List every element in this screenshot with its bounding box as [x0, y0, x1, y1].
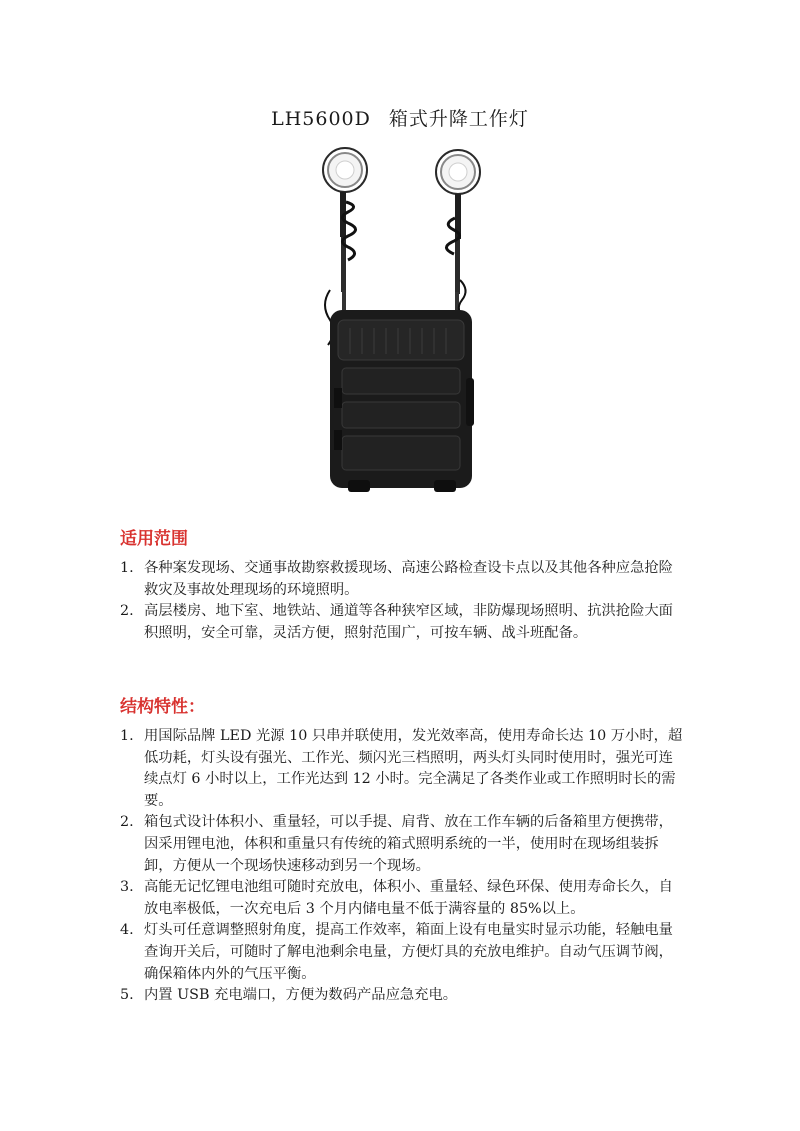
list-item	[120, 558, 685, 601]
item-number: 4.	[120, 922, 134, 939]
work-light-case-illustration	[290, 140, 510, 500]
list-item	[120, 920, 685, 985]
section-heading-application: 适用范围	[120, 529, 188, 549]
item-text: 灯头可任意调整照射角度，提高工作效率，箱面上设有电量实时显示功能，轻触电量查询开关后，可随时了解电池剩余电量，方便灯具的充放电维护。自动气压调节阀，确保箱体内外的气压平衡。	[144, 922, 673, 982]
item-number: 3.	[120, 879, 134, 896]
product-image	[290, 140, 510, 500]
item-number: 5.	[120, 987, 134, 1004]
model-number: LH5600D	[271, 108, 371, 130]
item-text: 各种案发现场、交通事故勘察救援现场、高速公路检查设卡点以及其他各种应急抢险救灾及事故处理现场的环境照明。	[144, 560, 673, 598]
list-item	[120, 985, 685, 1007]
list-item	[120, 877, 685, 920]
item-text: 内置 USB 充电端口，方便为数码产品应急充电。	[144, 987, 458, 1004]
product-name: 箱式升降工作灯	[388, 108, 529, 130]
list-item	[120, 812, 685, 877]
page-title	[0, 104, 800, 131]
item-number: 2.	[120, 603, 134, 620]
item-number: 1.	[120, 728, 134, 744]
item-text: 箱包式设计体积小、重量轻，可以手提、肩背、放在工作车辆的后备箱里方便携带，因采用锂电池，体积和重量只有传统的箱式照明系统的一半，使用时在现场组装拆卸，方便从一个现场快速移动到另一个现场。	[144, 814, 673, 874]
list-item	[120, 601, 685, 644]
item-number: 2.	[120, 814, 134, 831]
item-text: 高能无记忆锂电池组可随时充放电，体积小、重量轻、绿色环保、使用寿命长久，自放电率极低，一次充电后 3 个月内储电量不低于满容量的 85%以上。	[144, 879, 673, 917]
list-item	[120, 726, 685, 812]
item-number: 1.	[120, 560, 134, 576]
section-heading-structure: 结构特性：	[120, 697, 205, 717]
structure-list	[120, 726, 685, 1007]
item-text: 高层楼房、地下室、地铁站、通道等各种狭窄区域，非防爆现场照明、抗洪抢险大面积照明，安全可靠，灵活方便，照射范围广，可按车辆、战斗班配备。	[144, 603, 673, 641]
item-text: 用国际品牌 LED 光源 10 只串并联使用，发光效率高，使用寿命长达 10 万小时，超低功耗，灯头设有强光、工作光、频闪光三档照明，两头灯头同时使用时，强光可连续点灯 6 小时以上，工作光达到 12 小时。完全满足了各类作业或工作照明时长的需要。	[144, 728, 683, 809]
application-list	[120, 558, 685, 644]
